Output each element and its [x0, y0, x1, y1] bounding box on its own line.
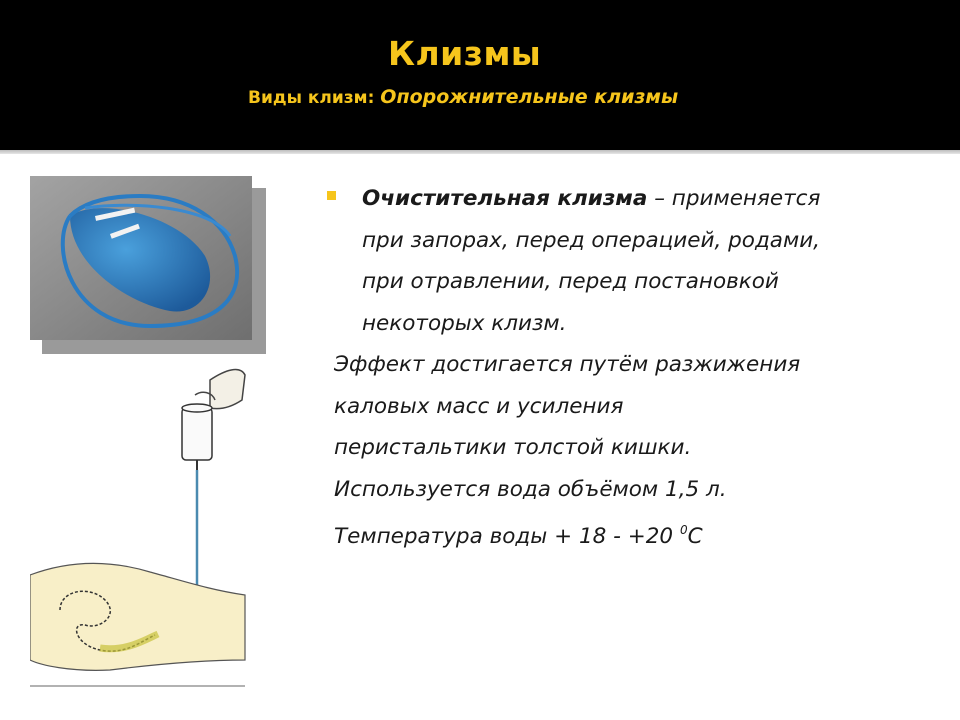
- temp-unit: С: [687, 524, 703, 549]
- effect-paragraph: [320, 344, 940, 469]
- bullet-line-4: некоторых клизм.: [362, 310, 567, 336]
- bullet-line-2: при запорах, перед операцией, родами,: [362, 227, 821, 253]
- water-line-2: [334, 510, 940, 558]
- slide-header: [0, 0, 960, 150]
- effect-line-3: перистальтики толстой кишки.: [334, 435, 692, 460]
- subtitle-emphasis: Опорожнительные клизмы: [380, 86, 679, 108]
- bullet-lead: Очистительная клизма: [362, 186, 648, 211]
- bullet-line-3: при отравлении, перед постановкой: [362, 269, 779, 294]
- slide-title: Клизмы: [388, 34, 542, 73]
- water-paragraph: [320, 469, 940, 558]
- square-bullet-icon: [327, 191, 336, 200]
- bullet-rest: – применяется: [647, 186, 821, 211]
- bullet-line-1: [362, 178, 940, 220]
- header-divider: [0, 150, 960, 154]
- water-temp-text: Температура воды + 18 - +20: [334, 524, 680, 549]
- enema-bag-photo: [30, 176, 266, 354]
- subtitle-prefix: Виды клизм:: [248, 88, 375, 108]
- effect-line-1: Эффект достигается путём разжижения: [334, 352, 801, 377]
- degree-sign: 0: [679, 523, 688, 537]
- bullet-cleansing-enema: [320, 178, 940, 344]
- slide-subtitle: [248, 86, 678, 108]
- effect-line-2: каловых масс и усиления: [334, 393, 624, 419]
- water-line-1: Используется вода объёмом 1,5 л.: [334, 476, 727, 502]
- slide-content: [320, 178, 940, 558]
- enema-procedure-illustration: [30, 360, 260, 700]
